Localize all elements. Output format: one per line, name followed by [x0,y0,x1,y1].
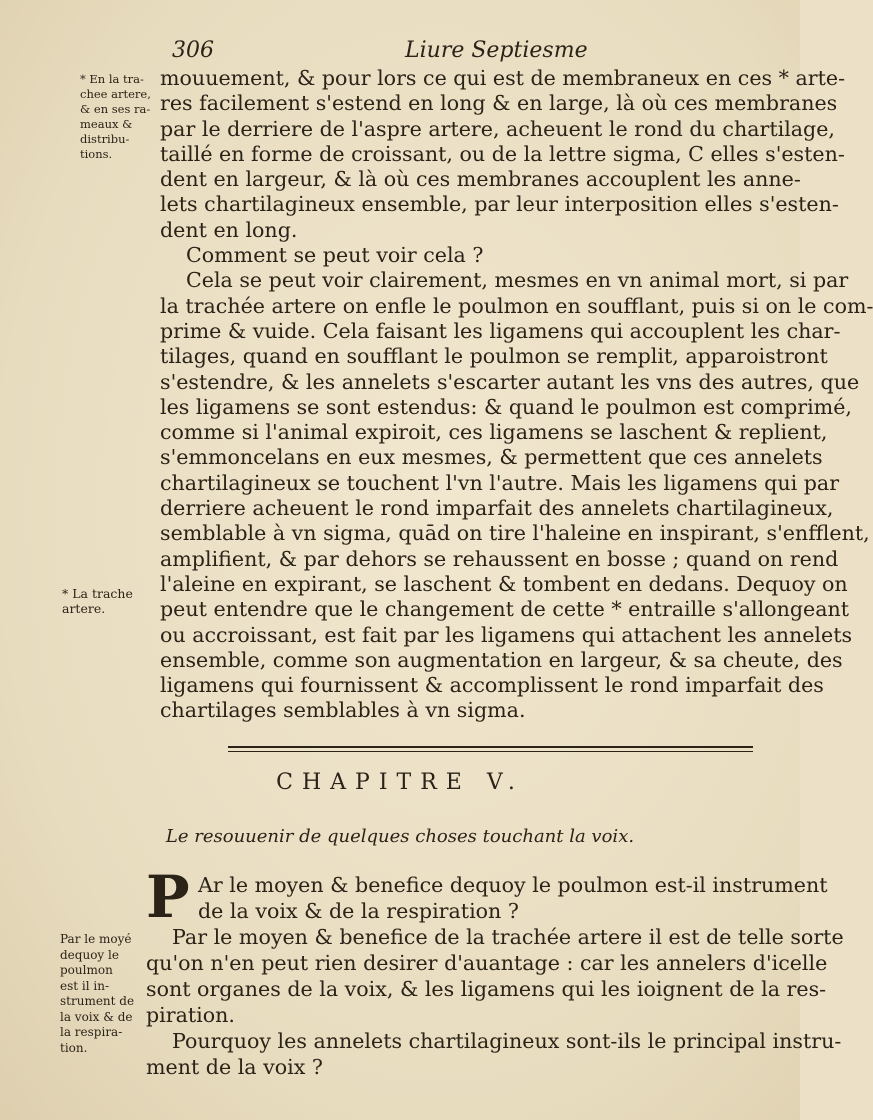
page-header [0,38,800,68]
body-text [160,66,873,724]
margin-note-trachea [62,586,133,616]
text-line: sont organes de la voix, & les ligamens qui les ioignent de la res- [146,977,827,1001]
margin-note-line: dequoy le [60,947,119,962]
chapter-subtitle: Le resouuenir de quelques choses touchant la voix. [165,826,635,847]
margin-note-line: strument de [60,994,135,1008]
text-line: derriere acheuent le rond imparfait des annelets chartilagineux, [160,496,834,521]
text-line: chartilagineux se touchent l'vn l'autre. Mais les ligamens qui par [160,470,840,495]
text-line: dent en long. [160,217,298,242]
text-line: amplifient, & par dehors se rehaussent en bosse ; quand on rend [160,546,839,571]
page-number: 306 [172,38,214,63]
text-line: dent en largeur, & là où ces membranes accouplent les anne- [160,167,801,192]
margin-note-line: meaux & [80,117,133,131]
margin-note-line: poulmon [60,963,113,977]
question-line: Pourquoy les annelets chartilagineux sont-ils le principal instru- [172,1029,842,1053]
text-line: prime & vuide. Cela faisant les ligamens qui accouplent les char- [160,318,841,343]
chapter-divider-rule [228,746,753,752]
text-line: par le derriere de l'aspre artere, acheuent le rond du chartilage, [160,116,835,141]
question-line: Ar le moyen & benefice dequoy le poulmon est-il instrument [198,873,828,897]
text-line: tilages, quand en soufflant le poulmon se remplit, apparoistront [160,344,828,369]
text-line: comme si l'animal expiroit, ces ligamens se laschent & replient, [160,420,828,445]
text-line: mouuement, & pour lors ce qui est de membraneux en ces * arte- [160,66,846,90]
text-line: la trachée artere on enfle le poulmon en soufflant, puis si on le com- [160,293,873,318]
text-line: res facilement s'estend en long & en large, là où ces membranes [160,91,838,116]
text-line: ou accroissant, est fait par les ligamens qui attachent les annelets [160,622,853,647]
margin-note-line: artere. [62,601,106,616]
margin-note-line: distribu- [80,132,130,146]
text-line: Par le moyen & benefice de la trachée artere il est de telle sorte [172,925,844,949]
text-line: taillé en forme de croissant, ou de la lettre sigma, C elles s'esten- [160,141,845,166]
text-line: s'emmoncelans en eux mesmes, & permettent que ces annelets [160,445,823,470]
text-line: ligamens qui fournissent & accomplissent le rond imparfait des [160,673,824,698]
text-line: l'aleine en expirant, se laschent & tombent en dedans. Dequoy on [160,571,848,596]
text-line: qu'on n'en peut rien desirer d'auantage : car les annelers d'icelle [146,951,828,975]
margin-note-line: * En la tra- [80,72,144,86]
chapter-text [146,872,844,1080]
running-title: Liure Septiesme [405,38,588,63]
question-line: ment de la voix ? [146,1055,323,1079]
text-line: lets chartilagineux ensemble, par leur interposition elles s'esten- [160,192,839,217]
text-line: les ligamens se sont estendus: & quand le poulmon est comprimé, [160,394,852,419]
margin-note-line: chee artere, [80,87,151,101]
text-line: piration. [146,1003,235,1027]
margin-note-line: tions. [80,147,113,161]
margin-note-trachea-branches [80,72,151,162]
chapter-heading: CHAPITRE V. [276,770,524,795]
margin-note-line: la respira- [60,1025,123,1039]
drop-cap: P [146,863,190,931]
text-line: s'estendre, & les annelets s'escarter autant les vns des autres, que [160,369,860,394]
question-line: Comment se peut voir cela ? [186,243,484,268]
margin-note-line: & en ses ra- [80,102,151,116]
text-line: peut entendre que le changement de cette * entraille s'allongeant [160,597,850,622]
margin-note-lung-instrument [60,932,134,1056]
text-line: semblable à vn sigma, quād on tire l'haleine en inspirant, s'enfflent, [160,521,870,546]
margin-note-line: Par le moyé [60,932,132,946]
margin-note-line: la voix & de [60,1009,133,1024]
margin-note-line: est il in- [60,978,110,993]
margin-note-line: * La trache [62,586,133,601]
text-line: ensemble, comme son augmentation en largeur, & sa cheute, des [160,647,843,672]
text-line: Cela se peut voir clairement, mesmes en vn animal mort, si par [186,268,849,293]
question-line: de la voix & de la respiration ? [198,899,519,923]
margin-note-line: tion. [60,1040,88,1055]
text-line: chartilages semblables à vn sigma. [160,698,526,723]
